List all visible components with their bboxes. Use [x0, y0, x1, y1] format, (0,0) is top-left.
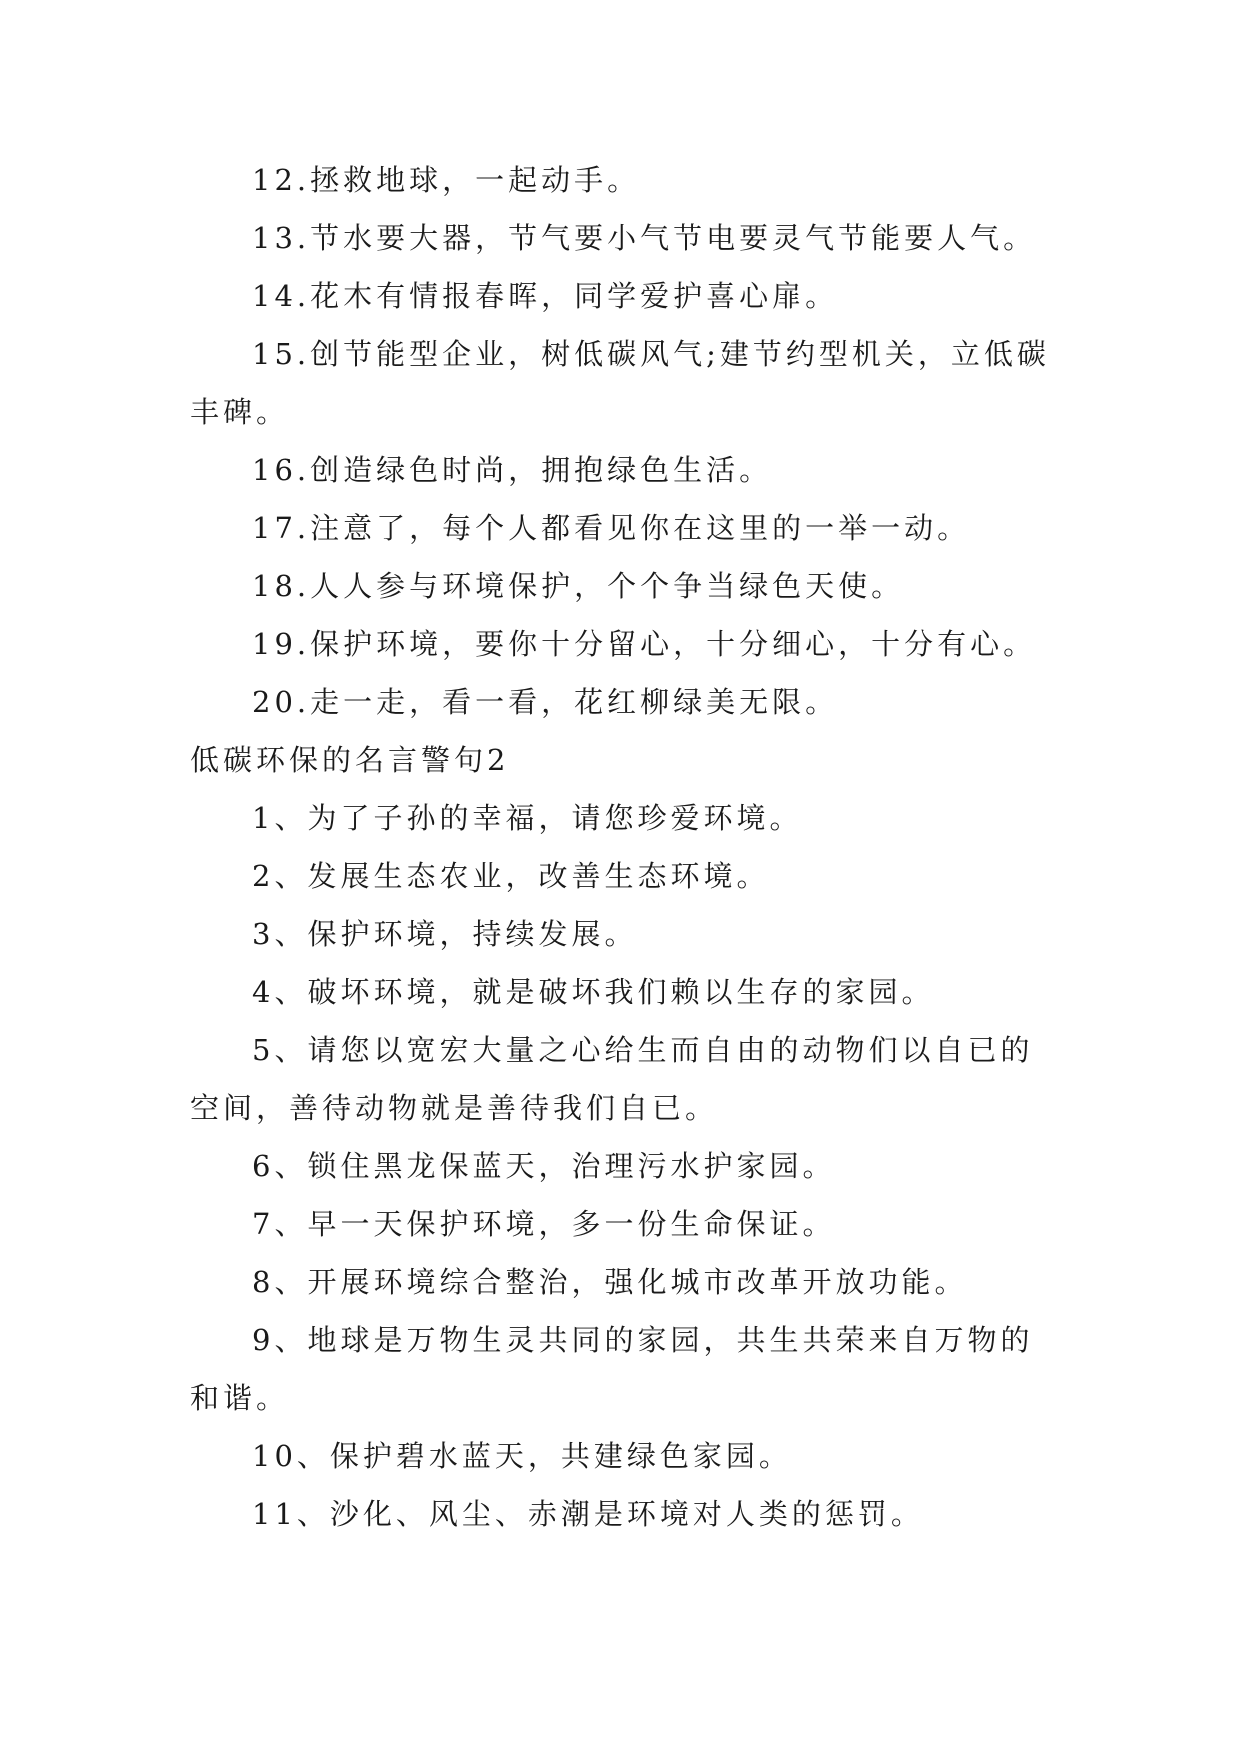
- paragraph-item-17: 17.注意了，每个人都看见你在这里的一举一动。: [252, 511, 971, 545]
- paragraph-item-3: 3、保护环境，持续发展。: [252, 917, 638, 951]
- paragraph-item-19: 19.保护环境，要你十分留心，十分细心，十分有心。: [252, 627, 1037, 661]
- paragraph-item-1: 1、为了子孙的幸福，请您珍爱环境。: [252, 801, 803, 835]
- paragraph-item-14: 14.花木有情报春晖，同学爱护喜心扉。: [252, 279, 839, 313]
- paragraph-item-4: 4、破坏环境，就是破坏我们赖以生存的家园。: [252, 975, 935, 1009]
- paragraph-item-10: 10、保护碧水蓝天，共建绿色家园。: [252, 1439, 792, 1473]
- document-body: [190, 151, 1052, 1543]
- paragraph-item-16: 16.创造绿色时尚，拥抱绿色生活。: [252, 453, 773, 487]
- paragraph-item-8: 8、开展环境综合整治，强化城市改革开放功能。: [252, 1265, 968, 1299]
- paragraph-item-9: 9、地球是万物生灵共同的家园，共生共荣来自万物的和谐。: [190, 1323, 1034, 1415]
- paragraph-item-2: 2、发展生态农业，改善生态环境。: [252, 859, 770, 893]
- paragraph-item-15: 15.创节能型企业，树低碳风气;建节约型机关，立低碳丰碑。: [190, 337, 1050, 429]
- paragraph-item-11: 11、沙化、风尘、赤潮是环境对人类的惩罚。: [252, 1497, 924, 1531]
- paragraph-item-12: 12.拯救地球，一起动手。: [252, 163, 641, 197]
- paragraph-item-13: 13.节水要大器，节气要小气节电要灵气节能要人气。: [252, 221, 1037, 255]
- paragraph-item-5: 5、请您以宽宏大量之心给生而自由的动物们以自已的空间，善待动物就是善待我们自已。: [190, 1033, 1034, 1125]
- paragraph-item-20: 20.走一走，看一看，花红柳绿美无限。: [252, 685, 839, 719]
- paragraph-item-7: 7、早一天保护环境，多一份生命保证。: [252, 1207, 836, 1241]
- paragraph-item-18: 18.人人参与环境保护，个个争当绿色天使。: [252, 569, 905, 603]
- section-heading: 低碳环保的名言警句2: [190, 743, 510, 777]
- paragraph-item-6: 6、锁住黑龙保蓝天，治理污水护家园。: [252, 1149, 836, 1183]
